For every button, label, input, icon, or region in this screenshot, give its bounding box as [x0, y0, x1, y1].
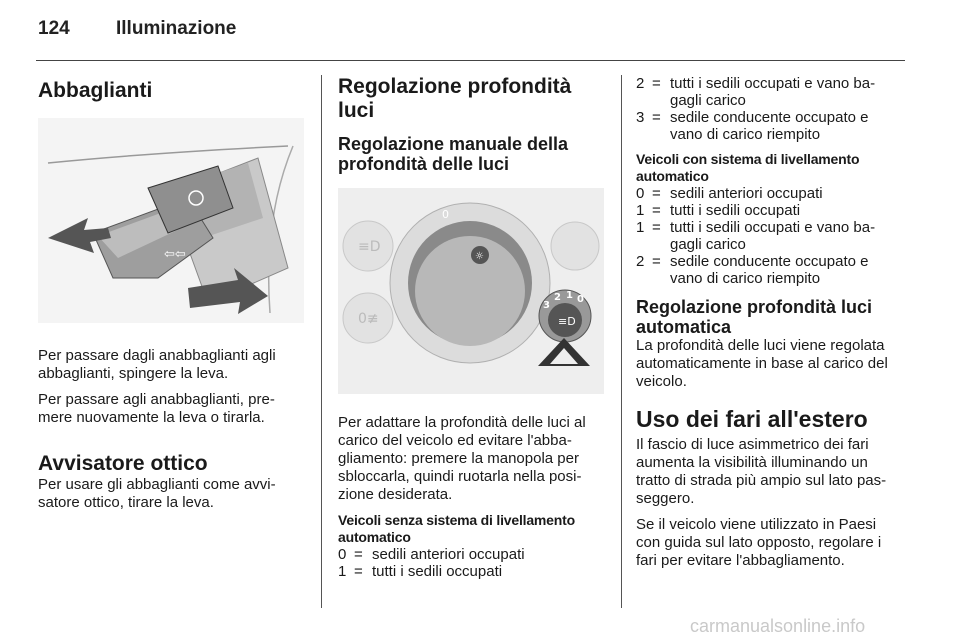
panel-light-button-icon: [551, 222, 599, 270]
paragraph: Per passare dagli anabbaglianti agli abbaglianti, spingere la leva.: [38, 347, 276, 382]
label-con-livellamento: Veicoli con sistema di livellamento automatico: [636, 151, 860, 184]
heading-estero: Uso dei fari all'estero: [636, 406, 868, 432]
list-item: 1 = tutti i sedili occupati e vano ba-gagli carico: [636, 219, 876, 253]
page-number: 124: [38, 18, 70, 39]
svg-text:⇦⇦: ⇦⇦: [164, 247, 186, 262]
list-item: 0 = sedili anteriori occupati: [338, 546, 525, 563]
column-divider: [621, 75, 622, 608]
heading-automatica: Regolazione profondità luci automatica: [636, 297, 873, 337]
dial-number: 3: [543, 300, 550, 311]
list-item: 3 = sedile conducente occupato e vano di carico riempito: [636, 109, 869, 143]
dial-number: 1: [566, 290, 573, 301]
paragraph: Per usare gli abbaglianti come avvi-satore ottico, tirare la leva.: [38, 476, 276, 511]
paragraph: Il fascio di luce asimmetrico dei fari aumenta la visibilità illuminando un tratto di strada più ampio sul lato pas-seggero.: [636, 436, 887, 507]
label-senza-livellamento: Veicoli senza sistema di livellamento automatico: [338, 512, 575, 545]
paragraph: Per passare agli anabbaglianti, pre-mere nuovamente la leva o tirarla.: [38, 391, 275, 426]
dial-number: 2: [554, 292, 561, 303]
column-divider: [321, 75, 322, 608]
stalk-figure: [38, 118, 304, 323]
dial-label: 0: [442, 208, 449, 221]
page-header: [38, 18, 236, 40]
paragraph: Per adattare la profondità delle luci al carico del veicolo ed evitare l'abba-gliamento: premere la manopola per sbloccarla, quindi ruotarla nella posi-zione desiderata.: [338, 414, 586, 503]
heading-regolazione: Regolazione profondità luci: [338, 75, 572, 122]
paragraph: La profondità delle luci viene regolata automaticamente in base al carico del veicolo.: [636, 337, 888, 390]
column-2: [338, 75, 606, 580]
list-item: 2 = sedile conducente occupato e vano di carico riempito: [636, 253, 869, 287]
paragraph: Se il veicolo viene utilizzato in Paesi con guida sul lato opposto, regolare i fari per evitare l'abbagliamento.: [636, 516, 882, 569]
section-title: Illuminazione: [116, 18, 237, 39]
list-item: 1 = tutti i sedili occupati: [338, 563, 503, 580]
svg-text:≡D: ≡D: [358, 239, 381, 255]
load-list: [338, 546, 606, 580]
watermark: carmanualsonline.info: [690, 616, 866, 636]
header-rule: [36, 60, 905, 61]
dial-number: 0: [577, 294, 584, 305]
column-1: [38, 75, 306, 512]
svg-text:☼: ☼: [475, 251, 484, 262]
load-list-continued: [636, 75, 904, 143]
list-item: 0 = sedili anteriori occupati: [636, 185, 823, 202]
headlight-dial-figure: [338, 188, 604, 394]
heading-abbaglianti: Abbaglianti: [38, 79, 153, 102]
svg-text:0≢: 0≢: [358, 311, 379, 327]
column-3: [636, 75, 904, 570]
list-item: 1 = tutti i sedili occupati: [636, 202, 801, 219]
subheading-manuale: Regolazione manuale della profondità delle luci: [338, 134, 569, 174]
heading-avvisatore: Avvisatore ottico: [38, 452, 208, 475]
auto-load-list: [636, 185, 904, 287]
list-item: 2 = tutti i sedili occupati e vano ba-gagli carico: [636, 75, 876, 109]
svg-text:≡D: ≡D: [558, 315, 576, 328]
